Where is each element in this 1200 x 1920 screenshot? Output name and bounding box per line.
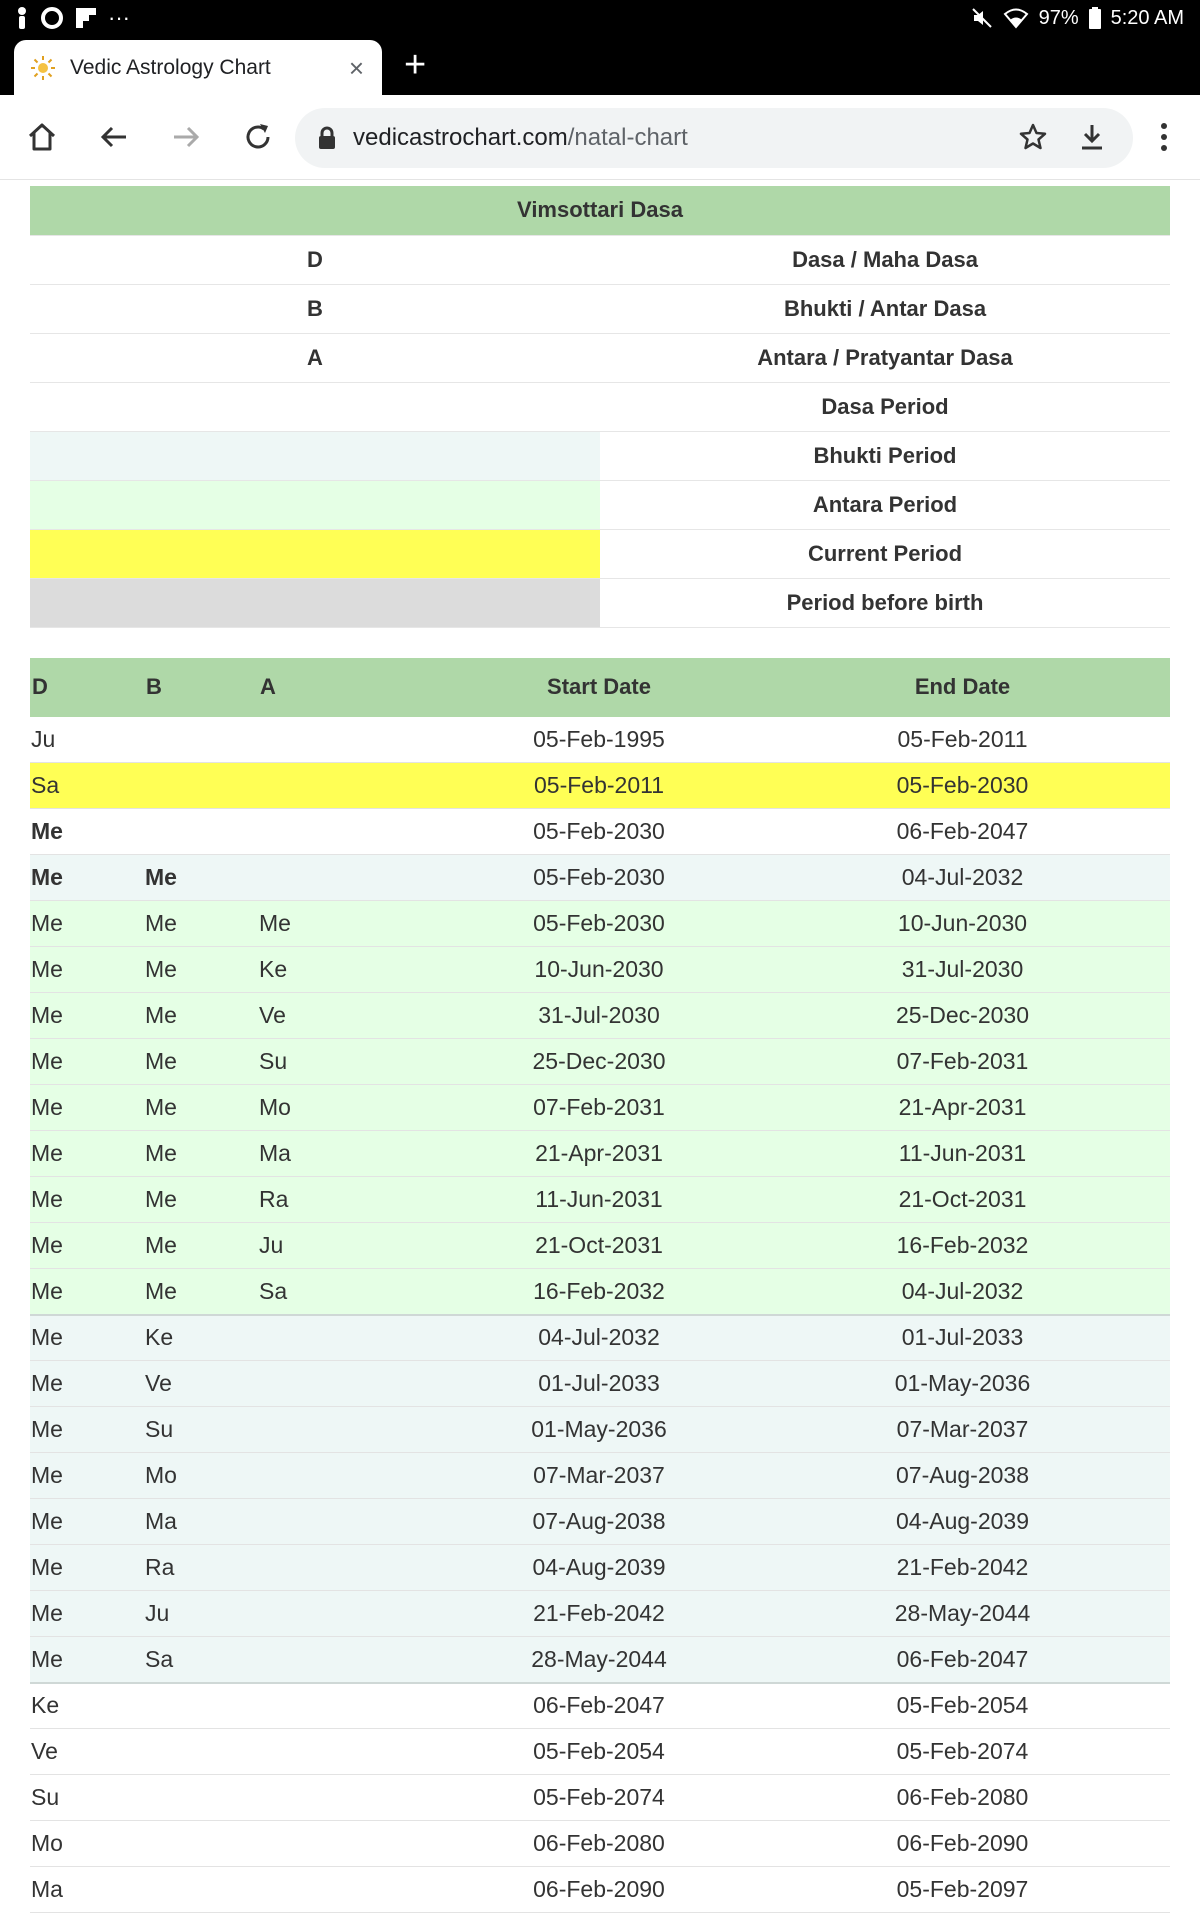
cell-dasa: Me: [30, 1223, 144, 1269]
cell-antara: [258, 717, 443, 763]
legend-label: Antara / Pratyantar Dasa: [600, 333, 1170, 382]
dasa-table-body: [30, 717, 1170, 1913]
cell-start-date: 21-Apr-2031: [443, 1131, 755, 1177]
status-overflow: ···: [108, 5, 130, 30]
cell-dasa: Me: [30, 1315, 144, 1361]
table-row: [30, 809, 1170, 855]
status-bar: [0, 0, 1200, 36]
back-arrow-icon: [98, 121, 130, 153]
table-row: [30, 1085, 1170, 1131]
legend-key: B: [30, 284, 600, 333]
cell-end-date: 31-Jul-2030: [755, 947, 1170, 993]
table-row: [30, 993, 1170, 1039]
legend-swatch-dasa: [30, 382, 600, 431]
cell-start-date: 05-Feb-2011: [443, 763, 755, 809]
cell-dasa: Me: [30, 1591, 144, 1637]
cell-bhukti: Ve: [144, 1361, 258, 1407]
cell-start-date: 10-Jun-2030: [443, 947, 755, 993]
table-row: [30, 1545, 1170, 1591]
table-row: [30, 1683, 1170, 1729]
cell-dasa: Me: [30, 1637, 144, 1683]
cell-bhukti: [144, 1821, 258, 1867]
cell-dasa: Me: [30, 1039, 144, 1085]
browser-toolbar: [0, 95, 1200, 180]
legend-swatch-before-birth: [30, 578, 600, 627]
cell-start-date: 25-Dec-2030: [443, 1039, 755, 1085]
cell-bhukti: Me: [144, 947, 258, 993]
cell-dasa: Ve: [30, 1729, 144, 1775]
person-icon: [14, 6, 30, 30]
cell-end-date: 05-Feb-2054: [755, 1683, 1170, 1729]
cell-antara: Ju: [258, 1223, 443, 1269]
cell-end-date: 05-Feb-2030: [755, 763, 1170, 809]
cell-bhukti: [144, 1867, 258, 1913]
reload-button[interactable]: [236, 115, 280, 159]
cell-start-date: 05-Feb-2030: [443, 855, 755, 901]
legend-key: D: [30, 235, 600, 284]
cell-antara: [258, 1315, 443, 1361]
cell-bhukti: Mo: [144, 1453, 258, 1499]
cell-dasa: Me: [30, 1085, 144, 1131]
cell-bhukti: Me: [144, 1131, 258, 1177]
header-b: B: [144, 658, 258, 717]
cell-dasa: Me: [30, 1361, 144, 1407]
cell-dasa: Me: [30, 901, 144, 947]
cell-start-date: 01-Jul-2033: [443, 1361, 755, 1407]
table-row: [30, 1775, 1170, 1821]
cell-antara: Me: [258, 901, 443, 947]
cell-end-date: 21-Apr-2031: [755, 1085, 1170, 1131]
cell-end-date: 21-Oct-2031: [755, 1177, 1170, 1223]
table-row: [30, 1223, 1170, 1269]
legend-row: [30, 480, 1170, 529]
cell-dasa: Me: [30, 1131, 144, 1177]
cell-bhukti: [144, 1729, 258, 1775]
cell-antara: Ve: [258, 993, 443, 1039]
cell-dasa: Me: [30, 1453, 144, 1499]
cell-antara: [258, 1453, 443, 1499]
cell-antara: Su: [258, 1039, 443, 1085]
cell-start-date: 07-Aug-2038: [443, 1499, 755, 1545]
cell-start-date: 28-May-2044: [443, 1637, 755, 1683]
table-row: [30, 1361, 1170, 1407]
cell-bhukti: Me: [144, 1085, 258, 1131]
cell-dasa: Me: [30, 1269, 144, 1315]
more-vert-icon: [1159, 122, 1169, 152]
cell-antara: [258, 809, 443, 855]
tab-vedic-astrology[interactable]: [14, 40, 382, 95]
cell-antara: [258, 1499, 443, 1545]
cell-antara: [258, 1683, 443, 1729]
cell-antara: [258, 1821, 443, 1867]
cell-dasa: Ma: [30, 1867, 144, 1913]
cell-bhukti: Su: [144, 1407, 258, 1453]
menu-button[interactable]: [1142, 115, 1186, 159]
cell-antara: [258, 1867, 443, 1913]
dasa-header-row: [30, 658, 1170, 717]
cell-end-date: 11-Jun-2031: [755, 1131, 1170, 1177]
table-row: [30, 1729, 1170, 1775]
star-icon: [1018, 122, 1048, 152]
back-button[interactable]: [92, 115, 136, 159]
cell-bhukti: Me: [144, 855, 258, 901]
cell-antara: [258, 1545, 443, 1591]
header-start-date: Start Date: [443, 658, 755, 717]
cell-dasa: Me: [30, 1499, 144, 1545]
cell-start-date: 06-Feb-2090: [443, 1867, 755, 1913]
cell-start-date: 21-Oct-2031: [443, 1223, 755, 1269]
cell-bhukti: Sa: [144, 1637, 258, 1683]
cell-bhukti: [144, 809, 258, 855]
table-row: [30, 717, 1170, 763]
table-row: [30, 1453, 1170, 1499]
legend-table: [30, 186, 1170, 628]
cell-start-date: 05-Feb-1995: [443, 717, 755, 763]
cell-bhukti: Me: [144, 1223, 258, 1269]
cell-antara: [258, 1637, 443, 1683]
cell-dasa: Ju: [30, 717, 144, 763]
sun-favicon-icon: [30, 55, 56, 81]
reload-icon: [242, 121, 274, 153]
legend-row: [30, 333, 1170, 382]
cell-end-date: 07-Feb-2031: [755, 1039, 1170, 1085]
header-a: A: [258, 658, 443, 717]
legend-row: [30, 382, 1170, 431]
cell-end-date: 10-Jun-2030: [755, 901, 1170, 947]
cell-dasa: Me: [30, 1177, 144, 1223]
bookmark-button[interactable]: [1011, 115, 1055, 159]
address-bar[interactable]: [295, 108, 1133, 168]
battery-percent: 97%: [1038, 6, 1079, 29]
legend-label: Antara Period: [600, 480, 1170, 529]
cell-end-date: 01-Jul-2033: [755, 1315, 1170, 1361]
cell-start-date: 05-Feb-2054: [443, 1729, 755, 1775]
cell-antara: [258, 1361, 443, 1407]
cell-bhukti: [144, 717, 258, 763]
header-end-date: End Date: [755, 658, 1170, 717]
cell-bhukti: Me: [144, 993, 258, 1039]
legend-swatch-bhukti: [30, 431, 600, 480]
url-path: /natal-chart: [567, 124, 688, 151]
cell-dasa: Me: [30, 1407, 144, 1453]
legend-swatch-antara: [30, 480, 600, 529]
cell-start-date: 04-Jul-2032: [443, 1315, 755, 1361]
legend-label: Dasa Period: [600, 382, 1170, 431]
cell-dasa: Mo: [30, 1821, 144, 1867]
cell-antara: [258, 1729, 443, 1775]
cell-end-date: 04-Aug-2039: [755, 1499, 1170, 1545]
forward-button[interactable]: [164, 115, 208, 159]
legend-header-row: [30, 186, 1170, 235]
legend-title: Vimsottari Dasa: [30, 186, 1170, 235]
legend-label: Bhukti Period: [600, 431, 1170, 480]
cell-dasa: Me: [30, 1545, 144, 1591]
table-row: [30, 1407, 1170, 1453]
cell-dasa: Su: [30, 1775, 144, 1821]
table-row: [30, 1269, 1170, 1315]
cell-start-date: 16-Feb-2032: [443, 1269, 755, 1315]
cell-start-date: 01-May-2036: [443, 1407, 755, 1453]
legend-row: [30, 284, 1170, 333]
table-row: [30, 1131, 1170, 1177]
table-row: [30, 1591, 1170, 1637]
cell-dasa: Me: [30, 993, 144, 1039]
header-d: D: [30, 658, 144, 717]
cell-end-date: 07-Mar-2037: [755, 1407, 1170, 1453]
cell-antara: [258, 855, 443, 901]
cell-end-date: 05-Feb-2011: [755, 717, 1170, 763]
mute-icon: [971, 7, 993, 29]
cell-dasa: Ke: [30, 1683, 144, 1729]
table-row: [30, 1499, 1170, 1545]
legend-label: Current Period: [600, 529, 1170, 578]
legend-label: Period before birth: [600, 578, 1170, 627]
cell-start-date: 05-Feb-2030: [443, 809, 755, 855]
clock: 5:20 AM: [1110, 6, 1184, 29]
table-row: [30, 1637, 1170, 1683]
cell-end-date: 16-Feb-2032: [755, 1223, 1170, 1269]
cell-end-date: 07-Aug-2038: [755, 1453, 1170, 1499]
cell-dasa: Me: [30, 947, 144, 993]
cell-start-date: 11-Jun-2031: [443, 1177, 755, 1223]
cell-start-date: 05-Feb-2074: [443, 1775, 755, 1821]
cell-end-date: 05-Feb-2074: [755, 1729, 1170, 1775]
cell-end-date: 04-Jul-2032: [755, 1269, 1170, 1315]
cell-start-date: 06-Feb-2047: [443, 1683, 755, 1729]
cell-dasa: Me: [30, 855, 144, 901]
cell-start-date: 31-Jul-2030: [443, 993, 755, 1039]
lock-icon: [317, 126, 337, 150]
flipboard-icon: [74, 6, 98, 30]
cell-end-date: 06-Feb-2047: [755, 1637, 1170, 1683]
cell-end-date: 06-Feb-2047: [755, 809, 1170, 855]
page-content: [30, 186, 1170, 1913]
cell-antara: [258, 1407, 443, 1453]
table-row: [30, 1177, 1170, 1223]
table-row: [30, 901, 1170, 947]
dasa-table: [30, 658, 1170, 1914]
legend-row: [30, 578, 1170, 627]
download-icon: [1077, 122, 1107, 152]
legend-key: A: [30, 333, 600, 382]
legend-swatch-current: [30, 529, 600, 578]
cell-start-date: 05-Feb-2030: [443, 901, 755, 947]
cell-end-date: 04-Jul-2032: [755, 855, 1170, 901]
cell-bhukti: Me: [144, 1177, 258, 1223]
cell-end-date: 06-Feb-2090: [755, 1821, 1170, 1867]
table-row: [30, 947, 1170, 993]
home-icon: [26, 121, 58, 153]
cell-bhukti: Ra: [144, 1545, 258, 1591]
forward-arrow-icon: [170, 121, 202, 153]
url-host: vedicastrochart.com: [353, 124, 568, 151]
table-row: [30, 1867, 1170, 1913]
cell-start-date: 07-Mar-2037: [443, 1453, 755, 1499]
table-row: [30, 855, 1170, 901]
download-button[interactable]: [1070, 115, 1114, 159]
status-left: [14, 6, 130, 30]
legend-row: [30, 529, 1170, 578]
cell-start-date: 06-Feb-2080: [443, 1821, 755, 1867]
cell-start-date: 07-Feb-2031: [443, 1085, 755, 1131]
status-right: [971, 7, 1184, 30]
cell-dasa: Me: [30, 809, 144, 855]
cell-end-date: 06-Feb-2080: [755, 1775, 1170, 1821]
legend-row: [30, 235, 1170, 284]
cell-antara: [258, 763, 443, 809]
tab-strip: [0, 36, 1200, 95]
cell-antara: Mo: [258, 1085, 443, 1131]
legend-label: Dasa / Maha Dasa: [600, 235, 1170, 284]
url-text: [353, 124, 688, 152]
cell-bhukti: [144, 1683, 258, 1729]
cell-bhukti: Me: [144, 901, 258, 947]
tab-title: Vedic Astrology Chart: [70, 55, 271, 79]
table-row: [30, 763, 1170, 809]
cell-bhukti: [144, 763, 258, 809]
legend-row: [30, 431, 1170, 480]
cell-antara: Ra: [258, 1177, 443, 1223]
cell-end-date: 05-Feb-2097: [755, 1867, 1170, 1913]
cell-antara: [258, 1775, 443, 1821]
close-tab-icon[interactable]: ×: [348, 52, 364, 83]
cell-bhukti: [144, 1775, 258, 1821]
cell-bhukti: Me: [144, 1039, 258, 1085]
table-row: [30, 1821, 1170, 1867]
cell-antara: Ma: [258, 1131, 443, 1177]
table-row: [30, 1315, 1170, 1361]
cell-end-date: 01-May-2036: [755, 1361, 1170, 1407]
circle-icon: [40, 6, 64, 30]
new-tab-button[interactable]: +: [404, 44, 427, 86]
table-row: [30, 1039, 1170, 1085]
cell-bhukti: Ma: [144, 1499, 258, 1545]
cell-antara: Ke: [258, 947, 443, 993]
cell-dasa: Sa: [30, 763, 144, 809]
cell-start-date: 21-Feb-2042: [443, 1591, 755, 1637]
cell-end-date: 25-Dec-2030: [755, 993, 1170, 1039]
wifi-icon: [1003, 7, 1029, 29]
battery-icon: [1089, 7, 1101, 29]
cell-bhukti: Me: [144, 1269, 258, 1315]
cell-start-date: 04-Aug-2039: [443, 1545, 755, 1591]
cell-antara: Sa: [258, 1269, 443, 1315]
cell-end-date: 28-May-2044: [755, 1591, 1170, 1637]
cell-end-date: 21-Feb-2042: [755, 1545, 1170, 1591]
cell-antara: [258, 1591, 443, 1637]
legend-label: Bhukti / Antar Dasa: [600, 284, 1170, 333]
home-button[interactable]: [20, 115, 64, 159]
cell-bhukti: Ju: [144, 1591, 258, 1637]
cell-bhukti: Ke: [144, 1315, 258, 1361]
